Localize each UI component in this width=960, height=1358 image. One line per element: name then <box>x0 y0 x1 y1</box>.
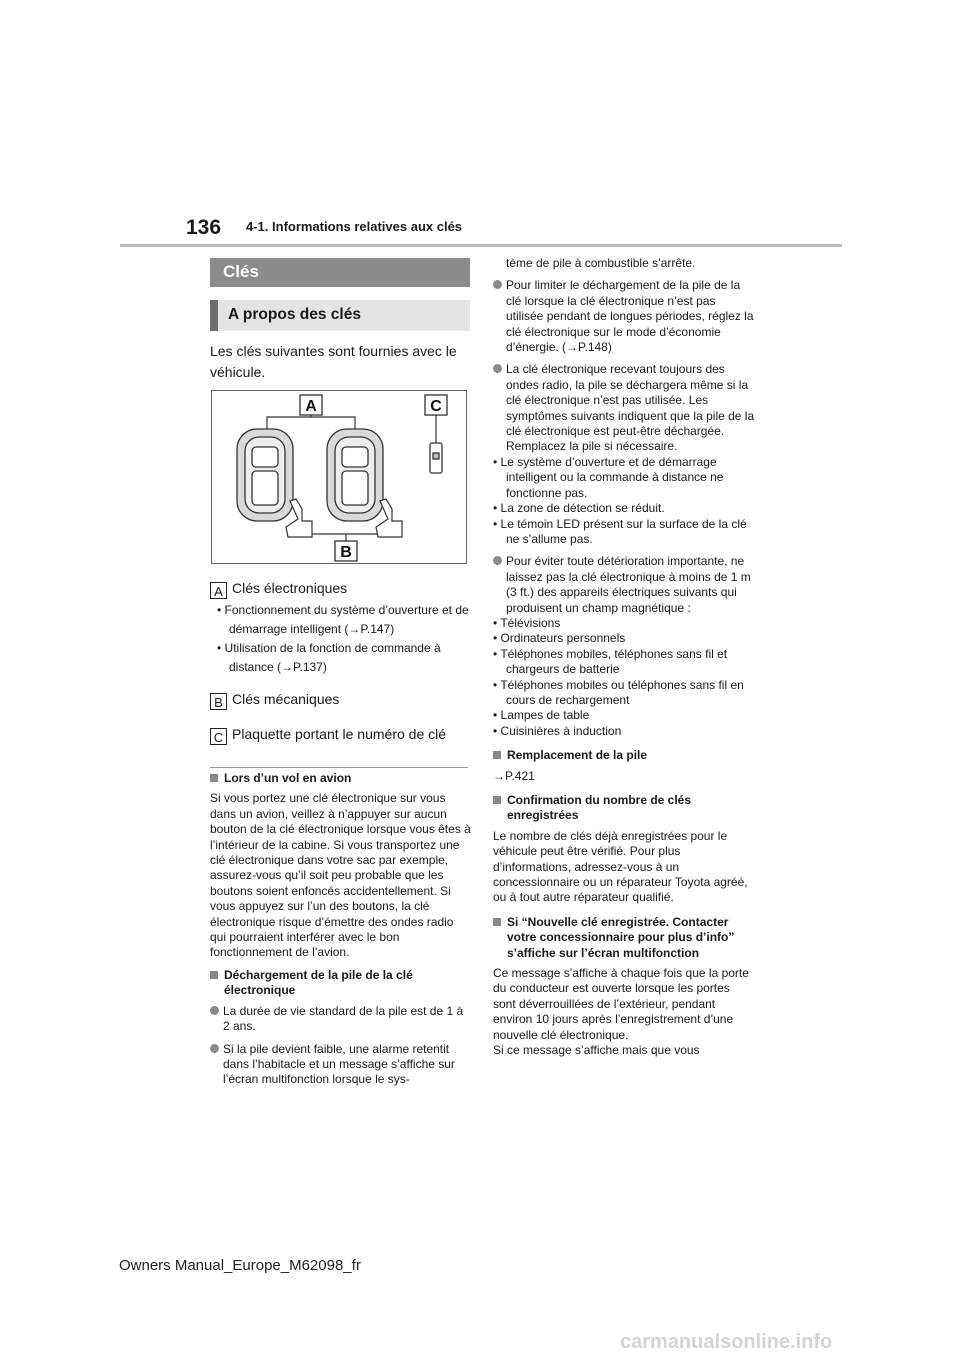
bracket-a <box>267 417 355 429</box>
sub-heading: A propos des clés <box>210 300 470 331</box>
message-text-2: Si ce message s’affiche mais que vous <box>493 1043 700 1058</box>
right-sub-2-3: • Le témoin LED présent sur la surface de la clé ne s’allume pas. <box>493 516 747 546</box>
battery-bullet-1: La durée de vie standard de la pile est de 1 à 2 ans. <box>210 1004 472 1035</box>
legend-c-text: Plaquette portant le numéro de clé <box>232 726 447 742</box>
note-heading-confirm: Confirmation du nombre de clés enregistrées <box>493 793 755 824</box>
intro-text: Les clés suivantes sont fournies avec le véhicule. <box>210 343 457 380</box>
confirm-text: Le nombre de clés déjà enregistrées pour le véhicule peut être vérifié. Pour plus d’informations, adressez-vous à un concessionnaire ou un réparateur Toyota agréé, ou à tout autre réparateur qualifié. <box>493 828 748 905</box>
legend-a-letter: A <box>210 582 227 599</box>
continued-text: tème de pile à combustible s’arrête. <box>506 256 696 270</box>
legend-b-text: Clés mécaniques <box>232 691 340 707</box>
legend-a-subs <box>217 601 469 677</box>
keys-drawing <box>212 391 466 563</box>
header-rule <box>120 244 842 247</box>
legend-a-sub-1: • Fonctionnement du système d’ouverture et de démarrage intelligent (→P.147) <box>217 603 469 636</box>
legend-a-sub-2: • Utilisation de la fonction de commande à distance (→P.137) <box>217 641 441 674</box>
right-bullet-2: La clé électronique recevant toujours des ondes radio, la pile se déchargera même si la clé électronique n’est pas utilisée. Les symptômes suivants indiquent que la pile de la clé électronique est peut-être déchargée. Remplacez la pile si nécessaire. <box>493 362 755 454</box>
legend-a-text: Clés électroniques <box>232 580 348 596</box>
section-title: 4-1. Informations relatives aux clés <box>246 219 463 234</box>
right-sub-3-6: • Cuisinières à induction <box>493 723 622 738</box>
watermark: carmanualsonline.info <box>620 1331 833 1353</box>
key-number-plate <box>430 443 442 473</box>
right-bullet-3: Pour éviter toute détérioration importante, ne laissez pas la clé électronique à moins de 1 m (3 ft.) des appareils électriques suivants qui produisent un champ magnétique : <box>493 554 755 616</box>
smart-key-1 <box>237 429 293 521</box>
divider <box>210 767 468 768</box>
right-sub-3-5: • Lampes de table <box>493 708 590 723</box>
right-sub-3-1: • Télévisions <box>493 615 561 630</box>
right-sub-3-3: • Téléphones mobiles, téléphones sans fil et chargeurs de batterie <box>493 646 728 677</box>
label-a: A <box>305 398 317 415</box>
battery-bullet-2: Si la pile devient faible, une alarme retentit dans l’habitacle et un message s’affiche sur l’écran multifonction lorsque le sys- <box>210 1042 472 1088</box>
note-heading-message: Si “Nouvelle clé enregistrée. Contacter votre concessionnaire pour plus d’info” s’affiche sur l’écran multifonction <box>493 915 755 961</box>
legend-b <box>210 689 472 710</box>
note-text-flight: Si vous portez une clé électronique sur vous dans un avion, veillez à n’appuyer sur aucun bouton de la clé électronique lorsque vous êtes à l’intérieur de la cabine. Si vous transportez une clé électronique dans votre sac par exemple, assurez-vous qu’il soit peu probable que les boutons soient enfoncés accidentellement. Si vous appuyez sur l’un des boutons, la clé électronique risque d’émettre des ondes radio qui pourraient interférer avec le bon fonctionnement de l’avion. <box>210 791 471 960</box>
legend-b-letter: B <box>210 693 227 710</box>
label-c: C <box>430 398 442 415</box>
right-sub-2-2: • La zone de détection se réduit. <box>493 501 665 516</box>
legend-c <box>210 724 472 745</box>
note-heading-flight: Lors d’un vol en avion <box>210 771 472 786</box>
right-sub-3-4: • Téléphones mobiles ou téléphones sans fil en cours de rechargement <box>493 677 744 707</box>
right-bullet-1: Pour limiter le déchargement de la pile de la clé lorsque la clé électronique n’est pas utilisée pendant de longues périodes, réglez la clé électronique sur le mode d’économie d’énergie. (→P.148) <box>493 278 755 355</box>
right-sub-2-1: • Le système d’ouverture et de démarrage intelligent ou la commande à distance ne fonctionne pas. <box>493 454 724 500</box>
legend-a <box>210 578 472 599</box>
left-notes <box>210 771 472 1095</box>
footer-manual-id: Owners Manual_Europe_M62098_fr <box>119 1257 361 1274</box>
keys-illustration <box>211 390 467 564</box>
legend-c-letter: C <box>210 728 227 745</box>
replace-ref: →P.421 <box>493 768 535 783</box>
right-notes <box>493 256 755 1066</box>
label-b: B <box>340 544 352 561</box>
note-heading-battery: Déchargement de la pile de la clé électronique <box>210 968 472 999</box>
main-heading: Clés <box>210 258 470 287</box>
right-sub-3-2: • Ordinateurs personnels <box>493 631 626 646</box>
smart-key-2 <box>327 429 383 521</box>
message-text: Ce message s’affiche à chaque fois que la porte du conducteur est ouverte lorsque les portes sont déverrouillées de l’extérieur, pendant environ 10 jours après l’enregistrement d’une nouvelle clé électronique. <box>493 966 749 1042</box>
note-heading-replace: Remplacement de la pile <box>493 748 755 763</box>
page-number: 136 <box>186 216 222 239</box>
